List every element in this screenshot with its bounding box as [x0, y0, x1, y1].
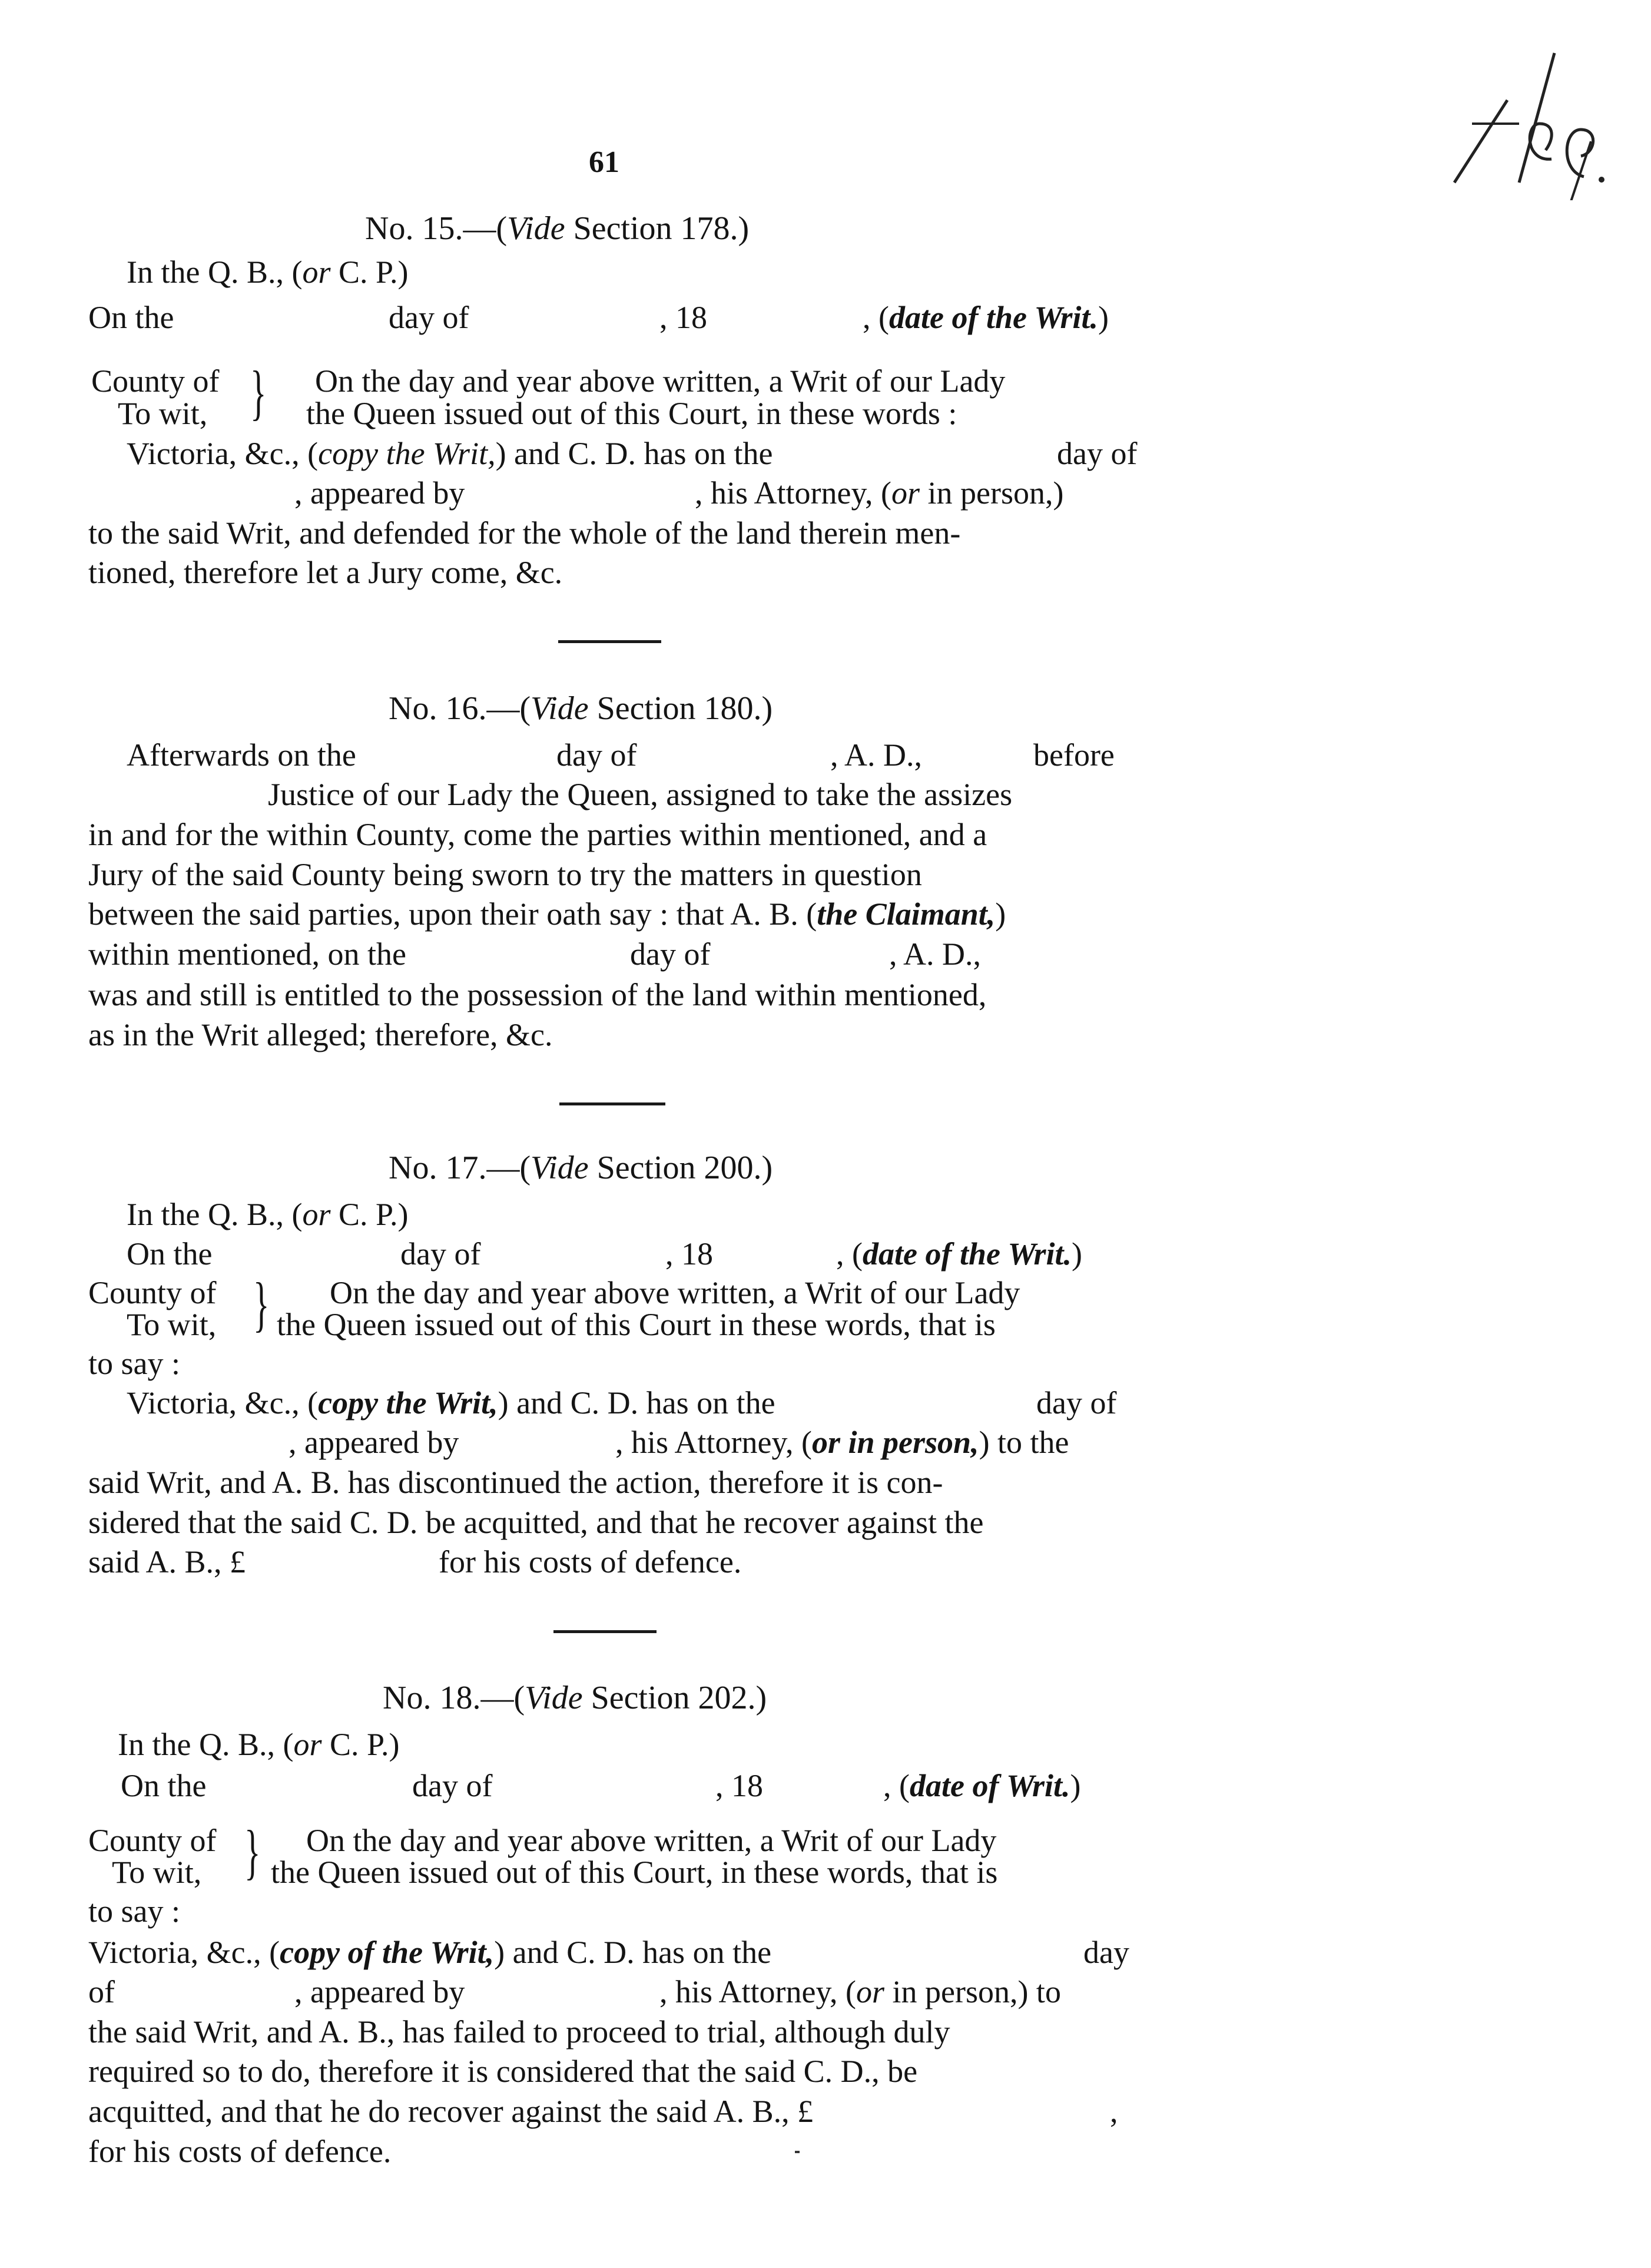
form-15-line-1: On the day and year above written, a Writ of our Lady [315, 363, 1006, 399]
form-18-brace: } [244, 1818, 261, 1886]
separator-rule [558, 640, 661, 643]
form-17-victoria: Victoria, &c., (copy the Writ,) and C. D. has on the [127, 1385, 775, 1421]
form-17-line-2: the Queen issued out of this Court in these words, that is [277, 1307, 996, 1342]
separator-rule [553, 1630, 657, 1633]
form-17-appeared: , appeared by [289, 1425, 459, 1460]
form-18-heading: No. 18.—(Vide Section 202.) [383, 1680, 767, 1716]
page-number: 61 [589, 145, 619, 179]
form-15-date-note: , (date of the Writ.) [863, 300, 1109, 335]
form-15-attorney: , his Attorney, (or in person,) [695, 475, 1064, 511]
form-17-attorney: , his Attorney, (or in person,) to the [615, 1425, 1069, 1460]
form-17-costs: for his costs of defence. [439, 1544, 742, 1580]
form-17-on-the: On the [127, 1236, 213, 1272]
form-16-line-4: Jury of the said County being sworn to try the matters in question [88, 857, 922, 892]
form-16-line-2: Justice of our Lady the Queen, assigned to take the assizes [268, 777, 1013, 812]
form-18-comma: , [1110, 2094, 1118, 2129]
form-18-line-8: acquitted, and that he do recover against the said A. B., £ [88, 2094, 814, 2129]
form-17-heading: No. 17.—(Vide Section 200.) [389, 1150, 773, 1186]
form-18-day-end: day [1083, 1935, 1129, 1970]
form-16-afterwards: Afterwards on the [127, 737, 356, 773]
form-18-court: In the Q. B., (or C. P.) [118, 1727, 400, 1762]
form-18-appeared: , appeared by [294, 1974, 465, 2009]
form-17-court: In the Q. B., (or C. P.) [127, 1197, 409, 1232]
form-15-day-of: day of [389, 300, 469, 335]
form-18-date-note: , (date of Writ.) [883, 1768, 1081, 1803]
form-17-brace: } [253, 1270, 270, 1338]
form-16-line-5: between the said parties, upon their oath say : that A. B. (the Claimant,) [88, 896, 1006, 932]
form-18-victoria: Victoria, &c., (copy of the Writ,) and C. D. has on the [88, 1935, 772, 1970]
form-16-ad: , A. D., [830, 737, 923, 773]
form-15-appeared: , appeared by [294, 475, 465, 511]
form-15-line-5: to the said Writ, and defended for the whole of the land therein men- [88, 515, 961, 551]
form-17-line-7: sidered that the said C. D. be acquitted, and that he recover against the [88, 1505, 984, 1540]
form-18-day-of: day of [412, 1768, 493, 1803]
form-16-line-8: as in the Writ alleged; therefore, &c. [88, 1017, 553, 1052]
form-15-line-6: tioned, therefore let a Jury come, &c. [88, 555, 563, 590]
form-17-year: , 18 [665, 1236, 713, 1272]
form-15-court: In the Q. B., (or C. P.) [127, 254, 409, 290]
form-18-line-2: the Queen issued out of this Court, in these words, that is [271, 1855, 998, 1890]
form-18-to-wit: To wit, [112, 1855, 202, 1890]
form-17-line-1: On the day and year above written, a Writ of our Lady [330, 1275, 1020, 1310]
form-18-line-6: the said Writ, and A. B., has failed to proceed to trial, although duly [88, 2014, 950, 2050]
form-15-line-2: the Queen issued out of this Court, in these words : [306, 396, 957, 431]
form-16-before: before [1033, 737, 1115, 773]
form-17-county-of: County of [88, 1275, 217, 1310]
form-16-day-of-2: day of [630, 936, 711, 972]
form-15-county-of: County of [91, 363, 220, 399]
form-16-day-of: day of [556, 737, 637, 773]
form-18-attorney: , his Attorney, (or in person,) to [659, 1974, 1061, 2009]
separator-rule [559, 1102, 665, 1105]
form-15-on-the: On the [88, 300, 174, 335]
form-18-year: , 18 [715, 1768, 763, 1803]
form-18-line-7: required so to do, therefore it is considered that the said C. D., be [88, 2054, 918, 2089]
form-17-to-wit: To wit, [127, 1307, 217, 1342]
form-18-of: of [88, 1974, 115, 2009]
handwritten-mark [1437, 35, 1613, 200]
form-18-on-the: On the [121, 1768, 207, 1803]
form-17-line-6: said Writ, and A. B. has discontinued the action, therefore it is con- [88, 1465, 943, 1500]
form-16-ad-2: , A. D., [889, 936, 982, 972]
form-16-line-7: was and still is entitled to the possession of the land within mentioned, [88, 977, 987, 1012]
form-15-to-wit: To wit, [118, 396, 208, 431]
form-17-date-note: , (date of the Writ.) [836, 1236, 1082, 1272]
form-15-day-of-end: day of [1057, 436, 1138, 471]
form-16-within: within mentioned, on the [88, 936, 406, 972]
ink-speck [795, 2151, 800, 2153]
form-15-brace: } [250, 359, 267, 426]
form-17-day-of-end: day of [1036, 1385, 1117, 1421]
form-18-line-9: for his costs of defence. [88, 2134, 392, 2169]
form-16-heading: No. 16.—(Vide Section 180.) [389, 690, 773, 727]
form-15-year: , 18 [659, 300, 707, 335]
form-15-victoria: Victoria, &c., (copy the Writ,) and C. D. has on the [127, 436, 773, 471]
form-18-line-1: On the day and year above written, a Writ of our Lady [306, 1823, 997, 1858]
form-17-said-ab: said A. B., £ [88, 1544, 246, 1580]
form-17-day-of: day of [400, 1236, 481, 1272]
form-16-line-3: in and for the within County, come the parties within mentioned, and a [88, 817, 987, 852]
form-17-to-say: to say : [88, 1346, 180, 1381]
form-18-to-say: to say : [88, 1893, 180, 1929]
form-15-heading: No. 15.—(Vide Section 178.) [365, 210, 750, 247]
form-18-county-of: County of [88, 1823, 217, 1858]
